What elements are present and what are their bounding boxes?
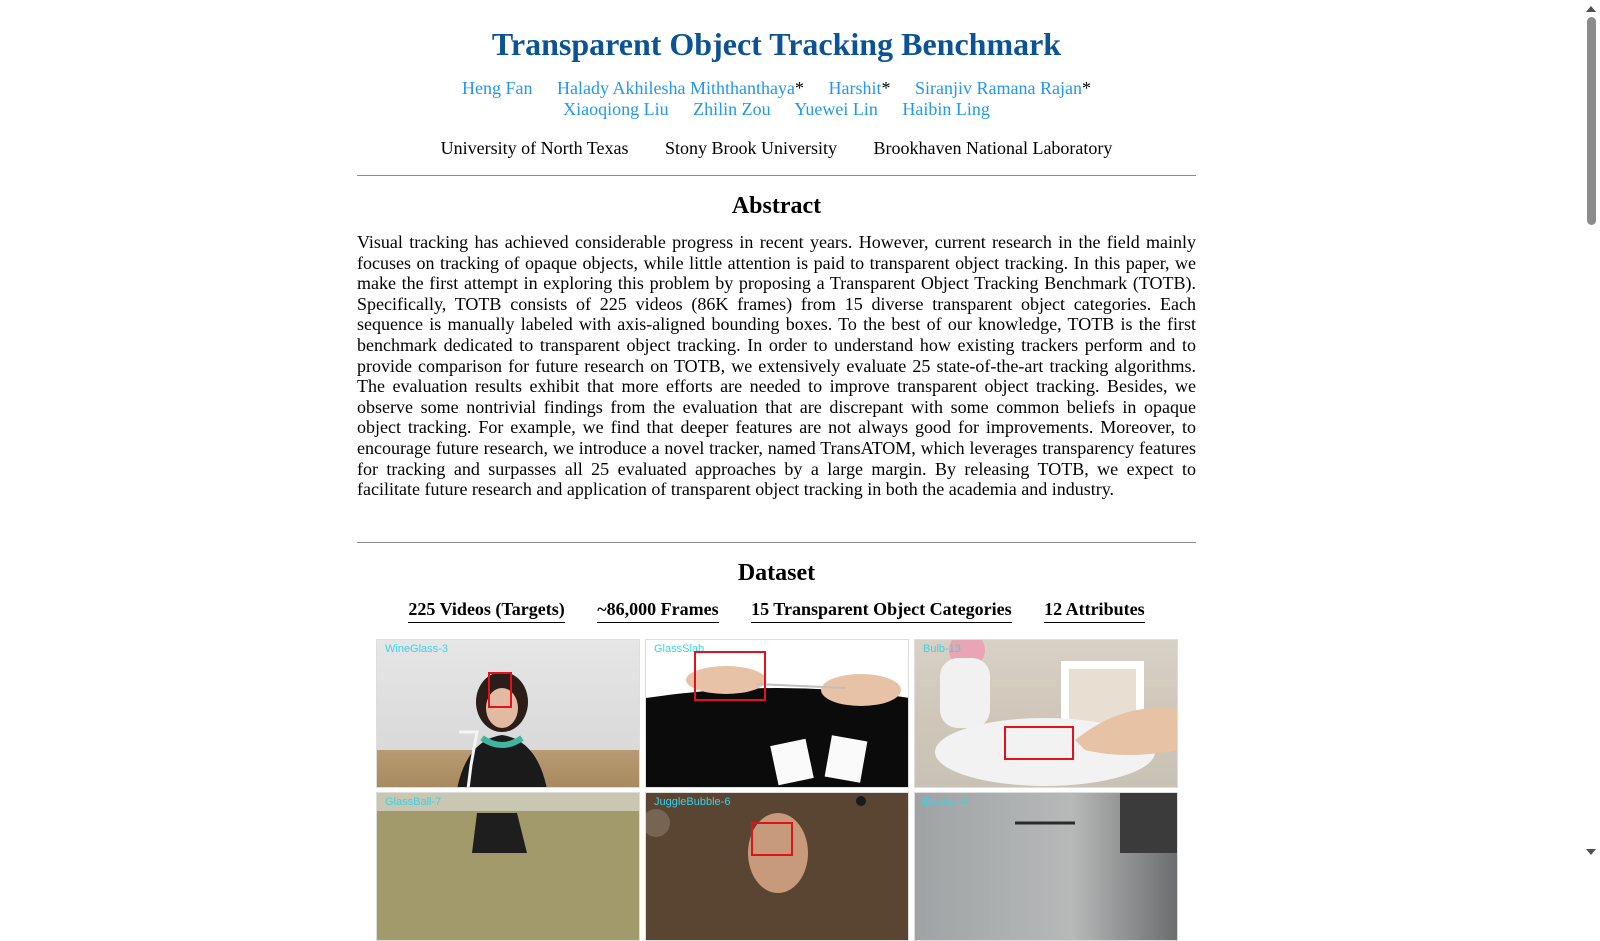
section-divider — [357, 542, 1196, 543]
dataset-stats — [357, 599, 1196, 623]
wineglass-scene — [377, 640, 640, 788]
glassball-scene — [377, 793, 640, 941]
equal-contribution-mark: * — [794, 78, 804, 98]
author-link[interactable]: Heng Fan — [462, 78, 533, 98]
thumbnail-jugglebubble — [645, 792, 909, 941]
bounding-box — [751, 822, 793, 856]
sequence-label: GlassSlab — [654, 643, 705, 655]
author-link[interactable]: Halady Akhilesha Miththanthaya — [557, 78, 795, 98]
bounding-box — [488, 672, 512, 708]
sequence-label: JuggleBubble-6 — [654, 796, 731, 808]
scroll-down-arrow-icon[interactable] — [1586, 849, 1596, 855]
bounding-box — [1004, 726, 1074, 760]
scrollbar-thumb[interactable] — [1587, 17, 1596, 225]
author-link[interactable]: Haibin Ling — [902, 99, 990, 119]
sequence-label: GlassBall-7 — [385, 796, 442, 808]
stat-attributes: 12 Attributes — [1044, 599, 1145, 623]
beaker-scene — [915, 793, 1178, 941]
bounding-box — [694, 651, 766, 701]
equal-contribution-mark: * — [1081, 78, 1091, 98]
scroll-up-arrow-icon[interactable] — [1586, 6, 1596, 12]
thumbnail-glassslab — [645, 639, 909, 788]
stat-videos: 225 Videos (Targets) — [408, 599, 564, 623]
equal-contribution-mark: * — [881, 78, 891, 98]
abstract-heading: Abstract — [731, 193, 822, 219]
author-row-2 — [357, 99, 1196, 120]
sequence-label: WineGlass-3 — [385, 643, 448, 655]
author-link[interactable]: Siranjiv Ramana Rajan — [914, 78, 1082, 98]
affiliation: University of North Texas — [440, 138, 629, 158]
thumbnail-bulb — [914, 639, 1178, 788]
bulb-scene — [915, 640, 1178, 788]
abstract-text: Visual tracking has achieved considerable progress in recent years. However, current research in the field mainly focuses on tracking of opaque objects, while little attention is paid to transparent object tracking. In this paper, we make the first attempt in exploring this problem by proposing a Transparent Object Tracking Benchmark (TOTB). Specifically, TOTB consists of 225 videos (86K frames) from 15 diverse transparent object categories. Each sequence is manually labeled with axis-aligned bounding boxes. To the best of our knowledge, TOTB is the first benchmark dedicated to transparent object tracking. In order to understand how existing trackers perform and to provide comparison for future research on TOTB, we extensively evaluate 25 state-of-the-art tracking algorithms. The evaluation results exhibit that more efforts are needed to improve transparent object tracking. Besides, we observe some nontrivial findings from the evaluation that are discrepant with some common beliefs in opaque object tracking. For example, we find that deeper features are not always good for improvements. Moreover, to encourage future research, we introduce a novel tracker, named TransATOM, which leverages transparency features for tracking and surpasses all 25 evaluated approaches by a large margin. By releasing TOTB, we expect to facilitate future research and application of transparent object tracking in both the academia and industry. — [357, 232, 1196, 500]
sequence-label: Beaker-4 — [923, 796, 968, 808]
author-link[interactable]: Yuewei Lin — [794, 99, 878, 119]
dataset-heading: Dataset — [737, 559, 816, 586]
author-link[interactable]: Harshit — [828, 78, 882, 98]
vertical-scrollbar[interactable] — [1583, 0, 1600, 861]
affiliation: Stony Brook University — [664, 138, 837, 158]
jugglebubble-scene — [646, 793, 909, 941]
author-link[interactable]: Zhilin Zou — [693, 99, 771, 119]
stat-frames: ~86,000 Frames — [597, 599, 718, 623]
page-title: Transparent Object Tracking Benchmark — [491, 26, 1062, 62]
author-link[interactable]: Xiaoqiong Liu — [563, 99, 669, 119]
thumbnail-glassball — [376, 792, 640, 941]
sequence-label: Bulb-13 — [923, 643, 961, 655]
glassslab-scene — [646, 640, 909, 788]
thumbnail-beaker — [914, 792, 1178, 941]
author-list — [357, 78, 1196, 120]
author-row-1 — [357, 78, 1196, 99]
affiliation: Brookhaven National Laboratory — [873, 138, 1113, 158]
thumbnail-wineglass — [376, 639, 640, 788]
page-content — [357, 0, 1196, 808]
section-divider — [357, 175, 1196, 176]
stat-categories: 15 Transparent Object Categories — [751, 599, 1011, 623]
affiliations — [357, 138, 1196, 159]
